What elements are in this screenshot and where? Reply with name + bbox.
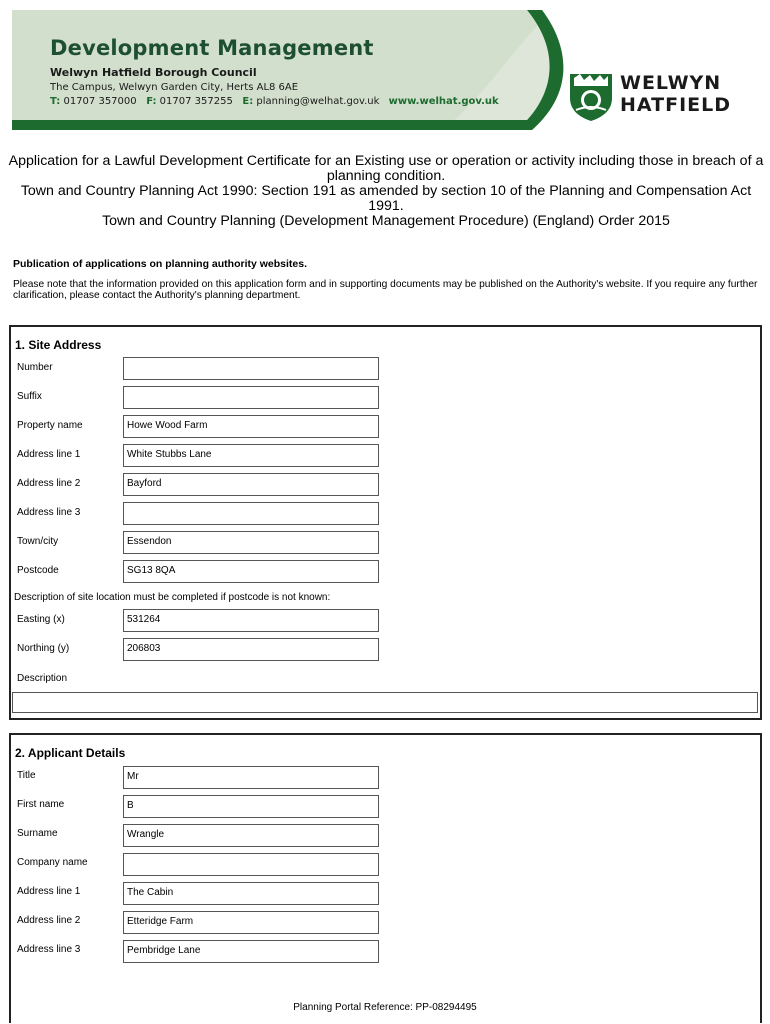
email-address[interactable]: planning@welhat.gov.uk — [256, 96, 380, 107]
tel-label: T: — [50, 96, 61, 107]
field-label: First name — [17, 799, 65, 810]
portal-reference: Planning Portal Reference: PP-08294495 — [293, 1002, 477, 1013]
title-field[interactable]: Mr — [123, 766, 379, 789]
applicant-address-line-1-field[interactable]: The Cabin — [123, 882, 379, 905]
applicant-details-section — [9, 733, 762, 1023]
field-label: Easting (x) — [17, 614, 65, 625]
field-label: Surname — [17, 828, 58, 839]
address-line-3-field[interactable] — [123, 502, 379, 525]
postcode-field[interactable]: SG13 8QA — [123, 560, 379, 583]
form-heading — [8, 154, 764, 229]
property-name-field[interactable]: Howe Wood Farm — [123, 415, 379, 438]
applicant-address-line-3-field[interactable]: Pembridge Lane — [123, 940, 379, 963]
logo-line-2: HATFIELD — [620, 94, 731, 116]
logo-wordmark — [620, 72, 731, 116]
email-label: E: — [242, 96, 254, 107]
field-label: Address line 2 — [17, 478, 81, 489]
site-address-section — [9, 325, 762, 720]
surname-field[interactable]: Wrangle — [123, 824, 379, 847]
field-label: Property name — [17, 420, 83, 431]
field-label: Address line 1 — [17, 886, 81, 897]
field-label: Address line 1 — [17, 449, 81, 460]
applicant-address-line-2-field[interactable]: Etteridge Farm — [123, 911, 379, 934]
website-link[interactable]: www.welhat.gov.uk — [388, 96, 499, 107]
field-label: Number — [17, 362, 53, 373]
heading-line-2: Town and Country Planning Act 1990: Section 191 as amended by section 10 of the Planning and Compensation Act 1991. — [20, 183, 752, 214]
council-name: Welwyn Hatfield Borough Council — [50, 66, 257, 79]
field-label: Town/city — [17, 536, 59, 547]
contact-line — [50, 96, 499, 107]
field-label: Northing (y) — [17, 643, 70, 654]
publication-note: Please note that the information provided on this application form and in supporting documents may be published on the Authority's website. If you require any further clarification, please contact the Authority's planning department. — [13, 279, 758, 301]
first-name-field[interactable]: B — [123, 795, 379, 818]
location-note: Description of site location must be completed if postcode is not known: — [14, 592, 331, 603]
section-title: 1. Site Address — [15, 338, 102, 352]
address-line-1-field[interactable]: White Stubbs Lane — [123, 444, 379, 467]
suffix-field[interactable] — [123, 386, 379, 409]
logo-line-1: WELWYN — [620, 72, 722, 94]
department-title: Development Management — [50, 36, 374, 60]
field-label: Title — [17, 770, 36, 781]
field-label: Address line 3 — [17, 507, 81, 518]
fax-number: 01707 357255 — [159, 96, 233, 107]
council-address: The Campus, Welwyn Garden City, Herts AL8 6AE — [50, 82, 299, 93]
section-title: 2. Applicant Details — [15, 746, 126, 760]
council-crest-icon — [568, 70, 614, 122]
heading-line-3: Town and Country Planning (Development Management Procedure) (England) Order 2015 — [102, 213, 670, 229]
field-label: Suffix — [17, 391, 42, 402]
easting-field[interactable]: 531264 — [123, 609, 379, 632]
fax-label: F: — [146, 96, 157, 107]
field-label: Address line 3 — [17, 944, 81, 955]
company-name-field[interactable] — [123, 853, 379, 876]
number-field[interactable] — [123, 357, 379, 380]
field-label: Postcode — [17, 565, 59, 576]
field-label: Description — [17, 673, 68, 684]
address-line-2-field[interactable]: Bayford — [123, 473, 379, 496]
town-city-field[interactable]: Essendon — [123, 531, 379, 554]
northing-field[interactable]: 206803 — [123, 638, 379, 661]
heading-line-1: Application for a Lawful Development Certificate for an Existing use or operation or activity including those in breach of a planning condition. — [8, 153, 764, 184]
field-label: Address line 2 — [17, 915, 81, 926]
description-field[interactable] — [12, 692, 758, 713]
tel-number: 01707 357000 — [63, 96, 137, 107]
field-label: Company name — [17, 857, 88, 868]
publication-title: Publication of applications on planning authority websites. — [13, 258, 308, 270]
